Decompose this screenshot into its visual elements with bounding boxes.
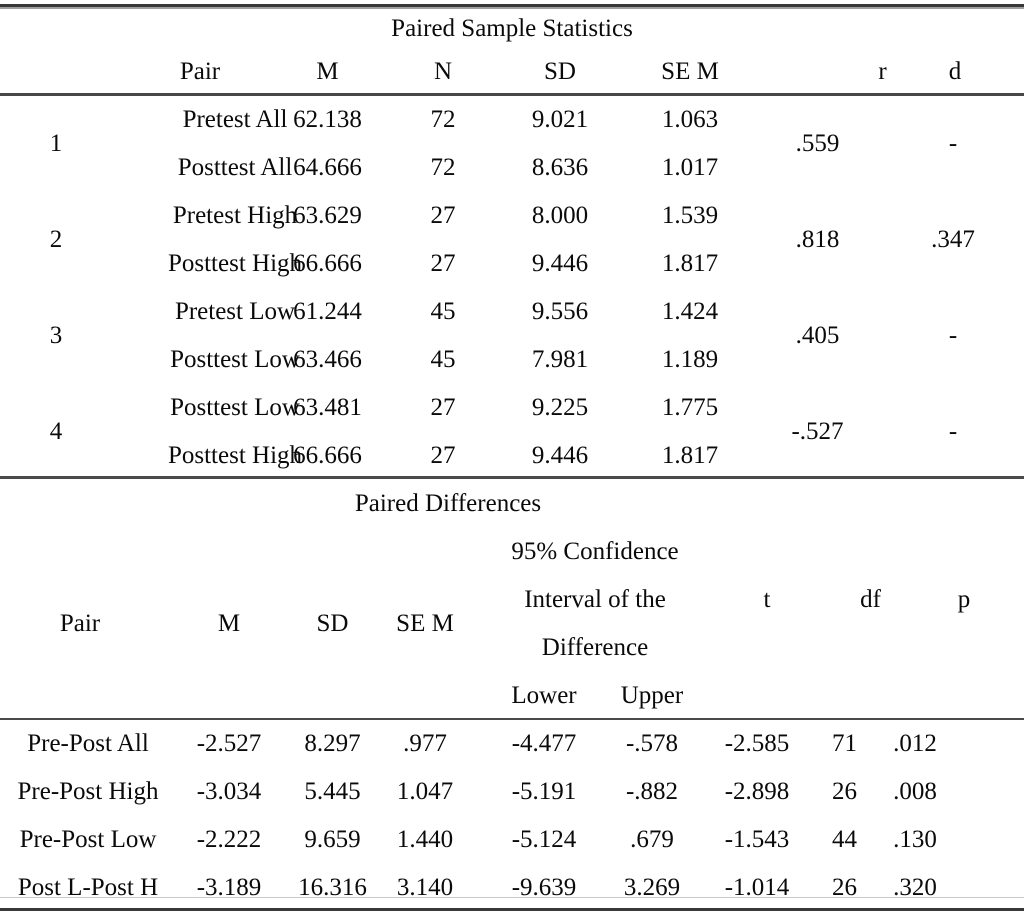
pair-number: 1: [49, 129, 63, 157]
table2-header-p: p: [957, 585, 971, 613]
ci-header-line1: 95% Confidence: [511, 537, 679, 565]
sd-value: 7.981: [531, 345, 589, 373]
effect-size-value: -: [948, 417, 958, 445]
table2-header-t: t: [763, 585, 771, 613]
table1-header-r: r: [878, 58, 887, 85]
measure-name: Posttest Low: [170, 393, 300, 421]
sem-value: 1.063: [661, 105, 719, 133]
sem-value: 1.440: [396, 825, 454, 853]
table2-header-pair: Pair: [59, 609, 101, 637]
ci-upper-value: 3.269: [623, 873, 681, 901]
correlation-value: .559: [795, 129, 840, 157]
correlation-value: .818: [795, 225, 840, 253]
sd-value: 8.297: [304, 729, 361, 757]
mean-diff-value: -2.527: [196, 729, 262, 757]
measure-name: Posttest High: [167, 441, 303, 469]
sem-value: 1.017: [661, 153, 719, 181]
sem-value: 1.817: [661, 249, 719, 277]
table1-title: Paired Sample Statistics: [391, 14, 633, 42]
sd-value: 9.446: [531, 249, 589, 277]
n-value: 27: [430, 393, 456, 421]
ci-upper-value: -.578: [625, 729, 679, 757]
sem-value: 1.817: [661, 441, 719, 469]
table1-header-n: N: [433, 58, 453, 85]
t-value: -2.898: [724, 777, 790, 805]
measure-name: Posttest All: [177, 153, 293, 181]
paired-sample-statistics-table: [0, 8, 1024, 479]
pair-number: 3: [49, 321, 63, 349]
pair-label: Pre-Post All: [27, 729, 149, 757]
n-value: 72: [430, 153, 456, 181]
sem-value: .977: [403, 729, 447, 757]
effect-size-value: -: [948, 321, 958, 349]
measure-name: Pretest High: [172, 201, 298, 229]
n-value: 72: [430, 105, 456, 133]
mean-diff-value: -3.189: [196, 873, 262, 901]
sem-value: 1.539: [661, 201, 719, 229]
pair-label: Pre-Post Low: [19, 825, 157, 853]
measure-name: Posttest Low: [170, 345, 300, 373]
effect-size-value: .347: [931, 225, 975, 253]
table2-header-sem: SE M: [396, 609, 454, 637]
mean-value: 61.244: [293, 297, 362, 325]
mean-value: 66.666: [293, 249, 362, 277]
measure-name: Pretest Low: [174, 297, 296, 325]
measure-name: Posttest High: [167, 249, 303, 277]
table2-header-m: M: [217, 609, 241, 637]
p-value: .012: [893, 729, 937, 757]
ci-lower-value: -9.639: [511, 873, 577, 901]
sd-value: 5.445: [304, 777, 361, 805]
sem-value: 1.775: [661, 393, 719, 421]
mean-value: 64.666: [293, 153, 362, 181]
p-value: .008: [893, 777, 937, 805]
mean-value: 62.138: [293, 105, 362, 133]
pair-number: 2: [49, 225, 63, 253]
ci-lower-value: -4.477: [511, 729, 577, 757]
p-value: .320: [893, 873, 937, 901]
df-value: 44: [832, 825, 857, 853]
sem-value: 1.189: [661, 345, 719, 373]
sd-value: 9.446: [531, 441, 589, 469]
table1-header-pair: Pair: [179, 58, 221, 85]
p-value: .130: [893, 825, 937, 853]
n-value: 27: [430, 201, 456, 229]
measure-name: Pretest All: [182, 105, 288, 133]
sem-value: 1.047: [396, 777, 454, 805]
correlation-value: -.527: [791, 417, 844, 445]
t-value: -1.543: [724, 825, 790, 853]
table1-header-d: d: [948, 58, 962, 85]
ci-header-line2: Interval of the: [524, 585, 666, 613]
ci-upper-value: -.882: [625, 777, 679, 805]
mean-value: 63.481: [293, 393, 362, 421]
table2-header-sd: SD: [316, 609, 349, 637]
pair-number: 4: [49, 417, 63, 445]
pair-label: Post L-Post H: [17, 873, 159, 901]
df-value: 71: [832, 729, 857, 757]
ci-lower-value: -5.191: [511, 777, 577, 805]
n-value: 45: [430, 297, 456, 325]
table1-header-m: M: [316, 58, 339, 85]
sd-value: 8.000: [531, 201, 589, 229]
ci-header-lower: Lower: [511, 681, 577, 709]
sd-value: 9.225: [531, 393, 589, 421]
sd-value: 9.021: [531, 105, 589, 133]
mean-diff-value: -2.222: [196, 825, 262, 853]
table1-header-sem: SE M: [661, 58, 719, 85]
df-value: 26: [832, 777, 857, 805]
sd-value: 16.316: [298, 873, 367, 901]
sd-value: 9.659: [304, 825, 361, 853]
table2-header-df: df: [860, 585, 881, 613]
mean-value: 63.629: [293, 201, 362, 229]
effect-size-value: -: [948, 129, 958, 157]
sd-value: 8.636: [531, 153, 589, 181]
mean-value: 63.466: [293, 345, 362, 373]
n-value: 27: [430, 441, 456, 469]
n-value: 27: [430, 249, 456, 277]
table1-header-sd: SD: [544, 58, 576, 85]
ci-header-line3: Difference: [541, 633, 649, 661]
ci-lower-value: -5.124: [511, 825, 577, 853]
mean-diff-value: -3.034: [196, 777, 262, 805]
pair-label: Pre-Post High: [17, 777, 159, 805]
ci-upper-value: .679: [630, 825, 674, 853]
sem-value: 1.424: [661, 297, 719, 325]
sem-value: 3.140: [396, 873, 454, 901]
n-value: 45: [430, 345, 456, 373]
paired-differences-table: [0, 479, 1024, 911]
sd-value: 9.556: [531, 297, 589, 325]
df-value: 26: [832, 873, 857, 901]
t-value: -2.585: [724, 729, 790, 757]
correlation-value: .405: [795, 321, 840, 349]
ci-header-upper: Upper: [620, 681, 684, 709]
table2-title: Paired Differences: [354, 489, 542, 517]
t-value: -1.014: [724, 873, 790, 901]
mean-value: 66.666: [293, 441, 362, 469]
